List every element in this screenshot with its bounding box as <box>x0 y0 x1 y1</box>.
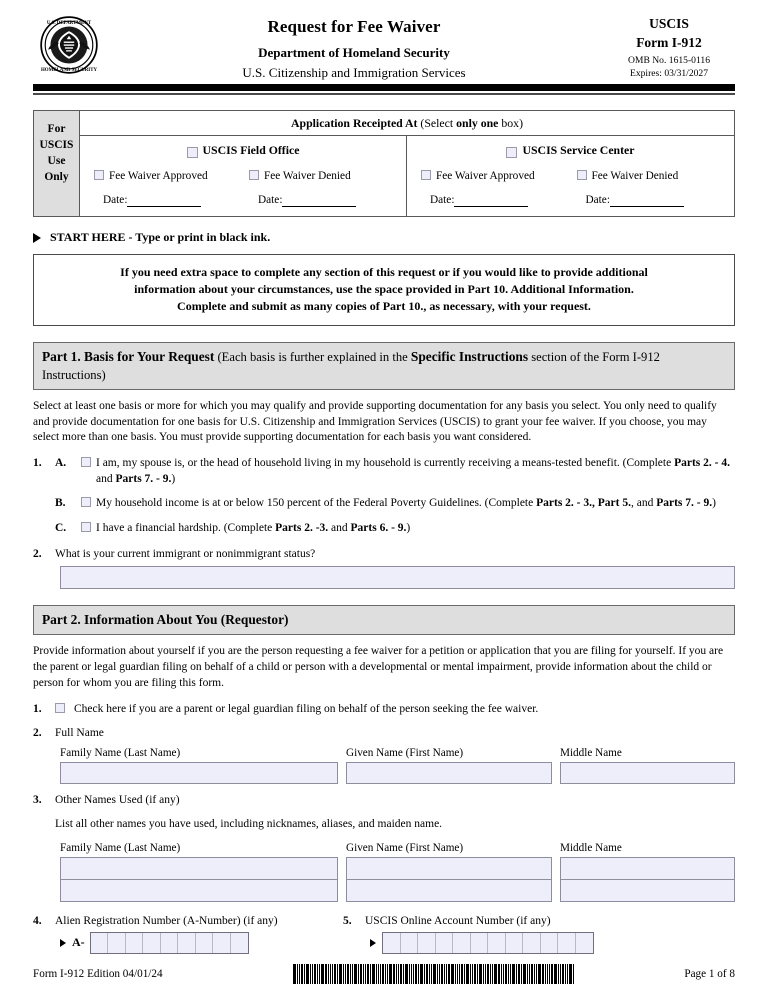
option-a-text-c: ) <box>171 472 176 485</box>
uscis-use-line-1: For <box>47 122 66 135</box>
uscis-use-only-box <box>33 110 735 218</box>
service-center-dates <box>415 193 726 207</box>
immigrant-status-input[interactable] <box>60 566 735 589</box>
office-columns <box>80 136 734 216</box>
part-1-subtitle-b: section of the Form I-912 Instructions) <box>42 350 660 382</box>
other-names-instruction: List all other names you have used, including nicknames, aliases, and maiden name. <box>55 817 443 830</box>
option-a-text-b: and <box>96 472 116 485</box>
other-name-given-group <box>346 841 552 902</box>
notice-line-2: information about your circumstances, use the space provided in Part 10. Additional Information. <box>134 282 634 297</box>
triangle-right-icon <box>33 233 41 243</box>
option-a-text-a: I am, my spouse is, or the head of household living in my household is currently receiving a means-tested benefit. (Complete <box>96 457 675 470</box>
option-c-text-a: I have a financial hardship. (Complete <box>96 522 276 535</box>
a-number-prefix: A- <box>72 935 85 949</box>
field-office-denied-date-line[interactable] <box>282 195 356 207</box>
header-rule-thin <box>33 93 735 95</box>
part-2-header <box>33 605 735 635</box>
part-2-item-2 <box>33 726 735 742</box>
field-office-dates <box>88 193 398 207</box>
full-name-family-group <box>60 746 338 784</box>
a-number-field-group <box>33 932 343 954</box>
uscis-online-account-field-group <box>343 932 735 954</box>
field-office-approved-date[interactable] <box>88 193 243 207</box>
agency-name: U.S. Citizenship and Immigration Services <box>242 64 466 80</box>
other-name-middle-input-2[interactable] <box>561 880 734 901</box>
part-1-option-c-body <box>81 521 735 537</box>
field-office-approved-date-label: Date: <box>103 194 128 207</box>
dhs-seal-icon <box>40 16 98 74</box>
a-number-cell[interactable] <box>213 933 231 953</box>
part-1-option-a-letter: A. <box>55 457 67 470</box>
part-2-item-5 <box>343 914 735 928</box>
a-number-cell[interactable] <box>91 933 109 953</box>
checkbox-parent-or-guardian[interactable] <box>55 703 65 713</box>
part-2-item-3-sub <box>33 817 735 833</box>
service-center-approved-date[interactable] <box>415 193 571 207</box>
field-office-approved-date-line[interactable] <box>127 195 201 207</box>
checkbox-basis-b[interactable] <box>81 497 91 507</box>
part-2-title: Part 2. Information About You (Requestor) <box>42 612 289 628</box>
notice-line-3: Complete and submit as many copies of Part 10., as necessary, with your request. <box>177 299 591 314</box>
part-1-option-c-letter: C. <box>55 522 67 535</box>
part-1-item-2-number: 2. <box>33 547 42 560</box>
field-office-denied-date-label: Date: <box>258 194 283 207</box>
field-office-denied-option[interactable] <box>243 169 398 183</box>
service-center-approved-option[interactable] <box>415 169 571 183</box>
part-1-item-2-body <box>55 547 735 563</box>
full-name-label: Full Name <box>55 727 104 740</box>
checkbox-uscis-service-center[interactable] <box>506 147 517 158</box>
option-c-text-b: and <box>328 522 351 535</box>
part-1-option-a-text <box>96 456 735 487</box>
option-c-bold-1: Parts 2. -3. <box>275 522 329 535</box>
other-name-family-group <box>60 841 338 902</box>
part-2-item-1-body <box>55 702 735 718</box>
barcode-icon <box>293 964 575 984</box>
uscis-label: USCIS <box>649 16 689 31</box>
number-fields-row <box>33 932 735 954</box>
uscis-field-office-column <box>80 136 407 216</box>
uscis-use-line-3: Use <box>47 155 66 168</box>
service-center-denied-date[interactable] <box>571 193 727 207</box>
checkbox-service-center-approved[interactable] <box>421 170 431 180</box>
other-name-family-stack <box>60 857 338 902</box>
full-name-given-group <box>346 746 552 784</box>
page-number: Page 1 of 8 <box>684 968 735 980</box>
option-b-text-a: My household income is at or below 150 percent of the Federal Poverty Guidelines. (Complete <box>96 497 537 510</box>
part-2-item-4-number: 4. <box>33 915 42 928</box>
uscis-online-account-cell[interactable] <box>506 933 524 953</box>
option-a-bold-1: Parts 2. - 4. <box>674 457 730 470</box>
full-name-family-input[interactable] <box>60 762 338 784</box>
part-2-item-4 <box>33 914 343 928</box>
part-2-item-5-number: 5. <box>343 915 352 928</box>
a-number-cell[interactable] <box>231 933 249 953</box>
part-2-item-3-number: 3. <box>33 793 42 806</box>
option-b-bold-1: Parts 2. - 3., Part 5. <box>536 497 631 510</box>
receipted-paren-close: box) <box>498 115 523 130</box>
part-2-item-3 <box>33 793 735 809</box>
field-office-denied-label: Fee Waiver Denied <box>264 169 351 182</box>
option-c-bold-2: Parts 6. - 9. <box>350 522 407 535</box>
service-center-denied-option[interactable] <box>571 169 727 183</box>
part-1-title: Part 1. Basis for Your Request <box>42 349 215 365</box>
other-name-middle-group <box>560 841 735 902</box>
full-name-middle-label: Middle Name <box>560 746 622 759</box>
service-center-denied-date-line[interactable] <box>610 195 684 207</box>
other-names-fields <box>60 841 735 902</box>
uscis-online-account-cell[interactable] <box>471 933 489 953</box>
option-b-text-c: ) <box>712 497 716 510</box>
other-name-given-label: Given Name (First Name) <box>346 842 464 855</box>
svg-text:HOMELAND SECURITY: HOMELAND SECURITY <box>40 68 98 74</box>
checkbox-basis-a[interactable] <box>81 457 91 467</box>
start-here-row <box>33 230 735 245</box>
uscis-online-account-cell[interactable] <box>453 933 471 953</box>
form-footer <box>0 964 768 984</box>
part-1-option-b-letter: B. <box>55 497 66 510</box>
barcode-container <box>253 964 615 984</box>
omb-number: OMB No. 1615-0116 <box>628 54 710 66</box>
checkbox-field-office-denied[interactable] <box>249 170 259 180</box>
full-name-fields <box>60 746 735 784</box>
checkbox-basis-c[interactable] <box>81 522 91 532</box>
other-name-middle-input-1[interactable] <box>561 858 734 880</box>
option-a-bold-2: Parts 7. - 9. <box>115 472 172 485</box>
uscis-online-account-cell[interactable] <box>488 933 506 953</box>
field-office-denied-date[interactable] <box>243 193 398 207</box>
application-receipted-at-row <box>80 111 734 137</box>
receipted-paren-open: (Select <box>417 115 457 130</box>
a-number-label: Alien Registration Number (A-Number) (if any) <box>55 915 278 928</box>
part-1-option-b-text <box>96 496 735 512</box>
full-name-middle-group <box>560 746 735 784</box>
uscis-online-account-cell[interactable] <box>558 933 576 953</box>
parent-or-guardian-label: Check here if you are a parent or legal guardian filing on behalf of the person seeking the fee waiver. <box>74 702 539 715</box>
part-1-item-1-c <box>33 521 735 537</box>
immigrant-status-label: What is your current immigrant or nonimmigrant status? <box>55 547 316 560</box>
a-number-cell[interactable] <box>126 933 144 953</box>
uscis-use-line-4: Only <box>44 171 69 184</box>
a-number-cell[interactable] <box>161 933 179 953</box>
uscis-online-account-label: USCIS Online Account Number (if any) <box>365 915 551 928</box>
department-name: Department of Homeland Security <box>258 45 450 61</box>
uscis-online-account-cell[interactable] <box>418 933 436 953</box>
service-center-denied-label: Fee Waiver Denied <box>591 169 679 182</box>
header-rule-thick <box>33 84 735 91</box>
other-name-family-label: Family Name (Last Name) <box>60 842 181 855</box>
full-name-middle-input[interactable] <box>560 762 735 784</box>
part-1-option-b-body <box>81 496 735 512</box>
uscis-online-account-cell[interactable] <box>436 933 454 953</box>
triangle-right-icon-a-number <box>60 939 66 947</box>
checkbox-service-center-denied[interactable] <box>577 170 587 180</box>
a-number-cell[interactable] <box>143 933 161 953</box>
seal-container <box>33 14 105 74</box>
other-name-middle-label: Middle Name <box>560 842 622 855</box>
part-1-subtitle-a: (Each basis is further explained in the <box>214 350 411 365</box>
service-center-approved-label: Fee Waiver Approved <box>436 169 535 182</box>
other-name-given-stack <box>346 857 552 902</box>
part-1-item-1-number: 1. <box>33 457 42 470</box>
notice-line-1: If you need extra space to complete any section of this request or if you would like to provide additional <box>120 265 648 280</box>
part-1-option-c-text <box>96 521 735 537</box>
part-1-item-1-a <box>33 456 735 487</box>
checkbox-field-office-approved[interactable] <box>94 170 104 180</box>
option-b-bold-2: Parts 7. - 9. <box>656 497 713 510</box>
other-name-family-input-1[interactable] <box>61 858 337 880</box>
uscis-online-account-input[interactable] <box>382 932 594 954</box>
field-office-title-row <box>88 143 398 158</box>
part-2-item-1 <box>33 702 735 718</box>
svg-text:U.S. DEPARTMENT: U.S. DEPARTMENT <box>46 21 92 27</box>
service-center-title: USCIS Service Center <box>522 143 635 158</box>
extra-space-notice-box <box>33 254 735 326</box>
part-2-item-2-number: 2. <box>33 727 42 740</box>
part-2-intro: Provide information about yourself if you are the person requesting a fee waiver for a petition or application that you are filing for yourself. If you are the parent or legal guardian filing on behalf of a child or person with a developmental or mental impairment, provide information about the child or person for whom you are filing this form. <box>33 645 724 689</box>
option-b-text-b: , and <box>630 497 657 510</box>
other-name-given-input-2[interactable] <box>347 880 551 901</box>
form-header <box>0 0 768 82</box>
uscis-online-account-cell[interactable] <box>541 933 559 953</box>
uscis-online-account-cell[interactable] <box>383 933 401 953</box>
field-office-approved-option[interactable] <box>88 169 243 183</box>
part-1-header <box>33 342 735 389</box>
form-number: Form I-912 <box>636 34 702 50</box>
other-name-middle-stack <box>560 857 735 902</box>
service-center-approved-date-label: Date: <box>430 194 455 207</box>
receipted-only-one: only one <box>456 115 499 130</box>
page-title: Request for Fee Waiver <box>267 17 441 36</box>
part-2-item-3-sub-spacer <box>33 817 55 833</box>
field-office-approved-label: Fee Waiver Approved <box>109 169 208 182</box>
part-1-item-1-b <box>33 496 735 512</box>
full-name-given-label: Given Name (First Name) <box>346 746 464 759</box>
uscis-use-line-2: USCIS <box>39 138 74 151</box>
a-number-cell[interactable] <box>108 933 126 953</box>
header-form-info <box>603 14 735 81</box>
checkbox-uscis-field-office[interactable] <box>187 147 198 158</box>
a-number-input[interactable] <box>90 932 250 954</box>
service-center-options <box>415 169 726 183</box>
part-1-item-1-c-spacer <box>33 521 55 537</box>
a-number-cell[interactable] <box>178 933 196 953</box>
service-center-title-row <box>415 143 726 158</box>
full-name-given-input[interactable] <box>346 762 552 784</box>
uscis-online-account-cell[interactable] <box>576 933 594 953</box>
full-name-family-label: Family Name (Last Name) <box>60 746 181 759</box>
service-center-approved-date-line[interactable] <box>454 195 528 207</box>
header-titles <box>105 14 603 81</box>
a-number-cell[interactable] <box>196 933 214 953</box>
uscis-service-center-column <box>407 136 734 216</box>
triangle-right-icon-online-account <box>370 939 376 947</box>
option-c-text-c: ) <box>406 522 411 535</box>
field-office-options <box>88 169 398 183</box>
part-1-intro: Select at least one basis or more for which you may qualify and provide supporting documentation for any basis you select. You only need to qualify and provide documentation for one basis for U.S. Citizenship and Immigration Services (USCIS) to grant your fee waiver. If you choose, you may select more than one basis. You must provide supporting documentation for each basis you want considered. <box>33 399 717 444</box>
start-here-text: START HERE - Type or print in black ink. <box>50 230 271 245</box>
uscis-use-content <box>80 111 734 217</box>
part-1-option-a-body <box>81 456 735 487</box>
other-names-label: Other Names Used (if any) <box>55 793 180 806</box>
field-office-title: USCIS Field Office <box>202 143 300 158</box>
other-name-family-input-2[interactable] <box>61 880 337 901</box>
uscis-use-only-label <box>34 111 80 217</box>
part-2-item-1-number: 1. <box>33 702 42 715</box>
part-1-item-1-b-spacer <box>33 496 55 512</box>
uscis-online-account-cell[interactable] <box>523 933 541 953</box>
other-name-given-input-1[interactable] <box>347 858 551 880</box>
part-1-item-2 <box>33 547 735 563</box>
receipted-label: Application Receipted At <box>291 115 418 130</box>
part-1-specific-instructions: Specific Instructions <box>410 349 529 365</box>
service-center-denied-date-label: Date: <box>585 194 610 207</box>
form-edition: Form I-912 Edition 04/01/24 <box>33 968 163 980</box>
expiration-date: Expires: 03/31/2027 <box>629 67 709 79</box>
uscis-online-account-cell[interactable] <box>401 933 419 953</box>
